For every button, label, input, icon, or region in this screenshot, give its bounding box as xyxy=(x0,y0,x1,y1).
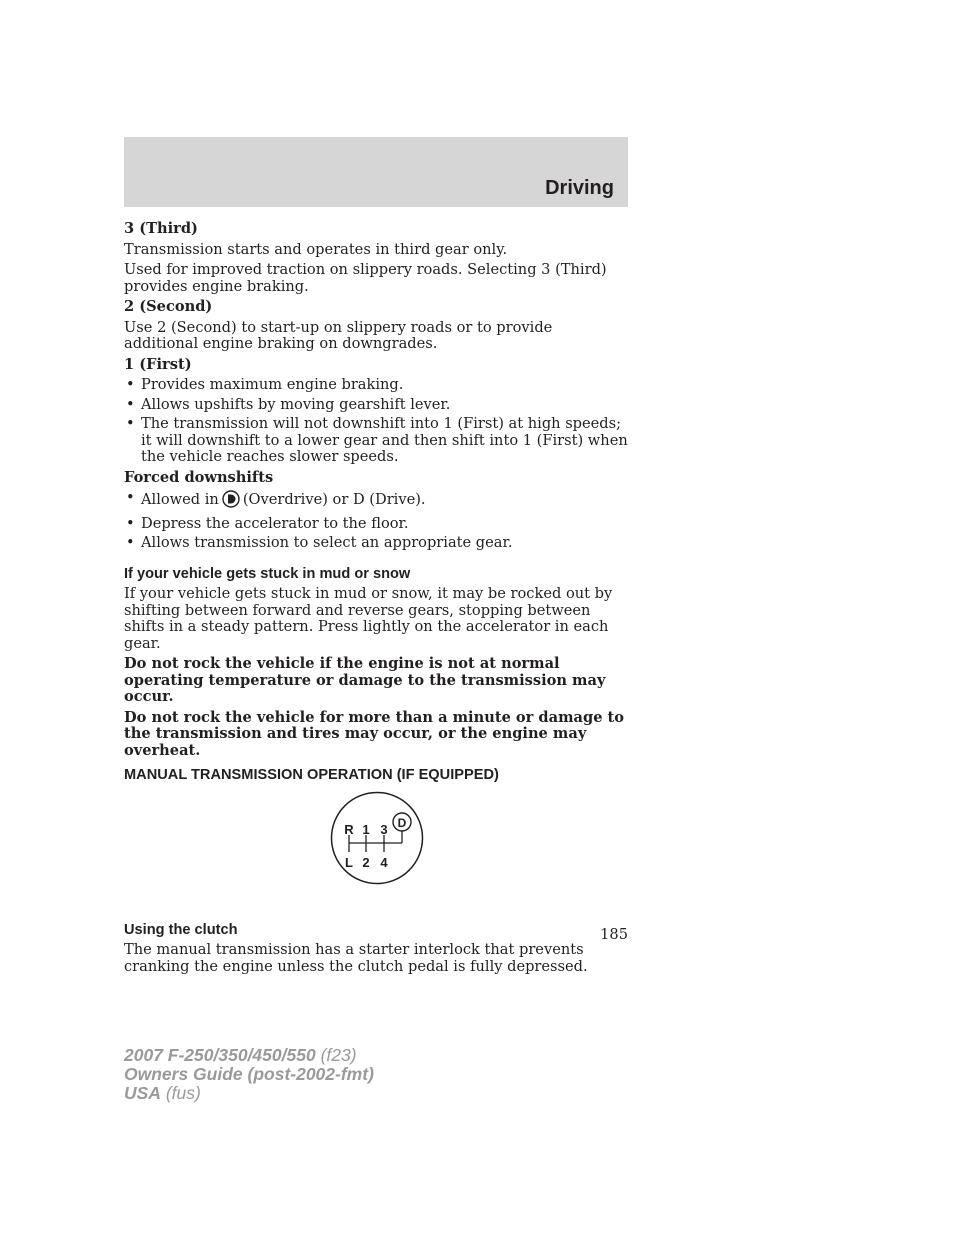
bullet-text-before-icon: Allowed in xyxy=(141,491,219,508)
footer-line-1 xyxy=(124,1046,374,1065)
heading-stuck: If your vehicle gets stuck in mud or snow xyxy=(124,565,411,582)
footer-line-2 xyxy=(124,1065,374,1084)
gear-label-3: 3 xyxy=(380,821,388,837)
list-item xyxy=(124,490,628,513)
gear-label-d: D xyxy=(397,815,407,830)
second-paragraph-1: Use 2 (Second) to start-up on slippery roads or to provide additional engine braking on downgrades. xyxy=(124,318,553,352)
list-item: • Provides maximum engine braking. xyxy=(124,377,628,394)
heading-manual-transmission: MANUAL TRANSMISSION OPERATION (IF EQUIPPED) xyxy=(124,767,499,783)
third-paragraph-1: Transmission starts and operates in third gear only. xyxy=(124,240,508,258)
heading-first: 1 (First) xyxy=(124,355,192,373)
footer-model-code: (f23) xyxy=(320,1045,357,1065)
page-content xyxy=(124,221,628,979)
gear-label-r: R xyxy=(344,821,354,837)
section-title: Driving xyxy=(545,177,614,199)
footer-line-3 xyxy=(124,1084,374,1103)
footer-guide: Owners Guide (post-2002-fmt) xyxy=(124,1064,374,1084)
heading-using-clutch: Using the clutch xyxy=(124,921,238,938)
heading-forced-downshifts: Forced downshifts xyxy=(124,468,274,486)
gear-label-1: 1 xyxy=(362,821,370,837)
gear-label-4: 4 xyxy=(380,854,388,870)
shift-pattern-graphic xyxy=(330,788,424,888)
section-header xyxy=(124,137,628,207)
list-item: • Depress the accelerator to the floor. xyxy=(124,516,628,533)
list-item: • Allows upshifts by moving gearshift lever. xyxy=(124,397,628,414)
heading-third: 3 (Third) xyxy=(124,220,198,237)
warning-1: Do not rock the vehicle if the engine is not at normal operating temperature or damage to the transmission may occur. xyxy=(124,655,606,705)
footer-market: USA xyxy=(124,1083,161,1103)
stuck-paragraph-1: If your vehicle gets stuck in mud or snow, it may be rocked out by shifting between forward and reverse gears, stopping between shifts in a steady pattern. Press lightly on the accelerator in each gear. xyxy=(124,585,613,652)
first-bullet-list xyxy=(124,377,628,466)
clutch-paragraph-1: The manual transmission has a starter interlock that prevents cranking the engine unless the clutch pedal is fully depressed. xyxy=(124,941,588,975)
footer-market-code: (fus) xyxy=(165,1083,201,1103)
gear-label-l: L xyxy=(345,854,353,870)
forced-bullet-list xyxy=(124,490,628,552)
page-number: 185 xyxy=(600,926,628,943)
third-paragraph-2: Used for improved traction on slippery roads. Selecting 3 (Third) provides engine braking. xyxy=(124,261,607,295)
list-item: • The transmission will not downshift into 1 (First) at high speeds; it will downshift to a lower gear and then shift into 1 (First) when the vehicle reaches slower speeds. xyxy=(124,416,628,466)
overdrive-d-icon xyxy=(222,490,240,513)
heading-second: 2 (Second) xyxy=(124,298,213,315)
gear-label-2: 2 xyxy=(362,854,370,870)
list-item: • Allows transmission to select an appropriate gear. xyxy=(124,535,628,552)
shift-pattern-diagram xyxy=(124,788,628,900)
footer-model: 2007 F-250/350/450/550 xyxy=(124,1045,316,1065)
warning-2: Do not rock the vehicle for more than a minute or damage to the transmission and tires may occur, or the engine may overheat. xyxy=(124,708,625,759)
document-footer xyxy=(124,1046,374,1103)
bullet-text-after-icon: (Overdrive) or D (Drive). xyxy=(242,491,426,508)
